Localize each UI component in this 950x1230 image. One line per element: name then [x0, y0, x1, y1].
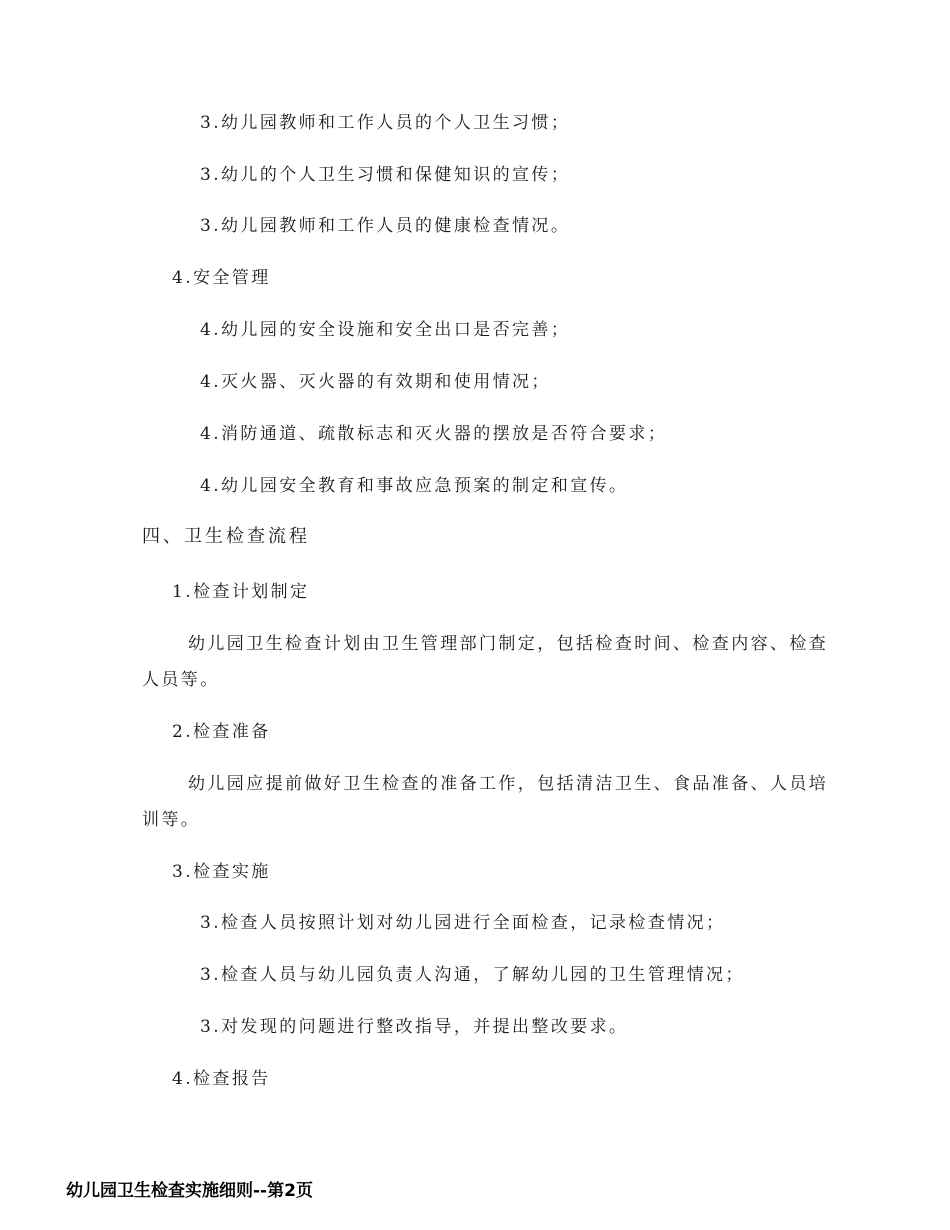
paragraph-line: 训等。: [142, 810, 201, 830]
list-item: 3.检查人员按照计划对幼儿园进行全面检查，记录检查情况；: [200, 913, 726, 933]
section-heading: 4.安全管理: [172, 268, 271, 288]
section-heading: 1.检查计划制定: [172, 582, 310, 602]
list-item: 3.幼儿园教师和工作人员的个人卫生习惯；: [200, 113, 571, 133]
list-item: 3.检查人员与幼儿园负责人沟通，了解幼儿园的卫生管理情况；: [200, 965, 745, 985]
paragraph-line: 幼儿园应提前做好卫生检查的准备工作，包括清洁卫生、食品准备、人员培: [188, 774, 829, 794]
section-heading: 3.检查实施: [172, 862, 271, 882]
chapter-heading: 四、卫生检查流程: [142, 526, 310, 547]
section-heading: 4.检查报告: [172, 1069, 271, 1089]
list-item: 4.消防通道、疏散标志和灭火器的摆放是否符合要求；: [200, 424, 668, 444]
list-item: 3.幼儿园教师和工作人员的健康检查情况。: [200, 216, 571, 236]
list-item: 4.灭火器、灭火器的有效期和使用情况；: [200, 372, 551, 392]
paragraph-line: 人员等。: [142, 670, 220, 690]
list-item: 3.幼儿的个人卫生习惯和保健知识的宣传；: [200, 165, 571, 185]
paragraph-line: 幼儿园卫生检查计划由卫生管理部门制定，包括检查时间、检查内容、检查: [188, 634, 829, 654]
list-item: 3.对发现的问题进行整改指导，并提出整改要求。: [200, 1017, 629, 1037]
list-item: 4.幼儿园的安全设施和安全出口是否完善；: [200, 320, 571, 340]
page-footer: 幼儿园卫生检查实施细则--第2页: [66, 1181, 313, 1201]
list-item: 4.幼儿园安全教育和事故应急预案的制定和宣传。: [200, 476, 629, 496]
section-heading: 2.检查准备: [172, 722, 271, 742]
